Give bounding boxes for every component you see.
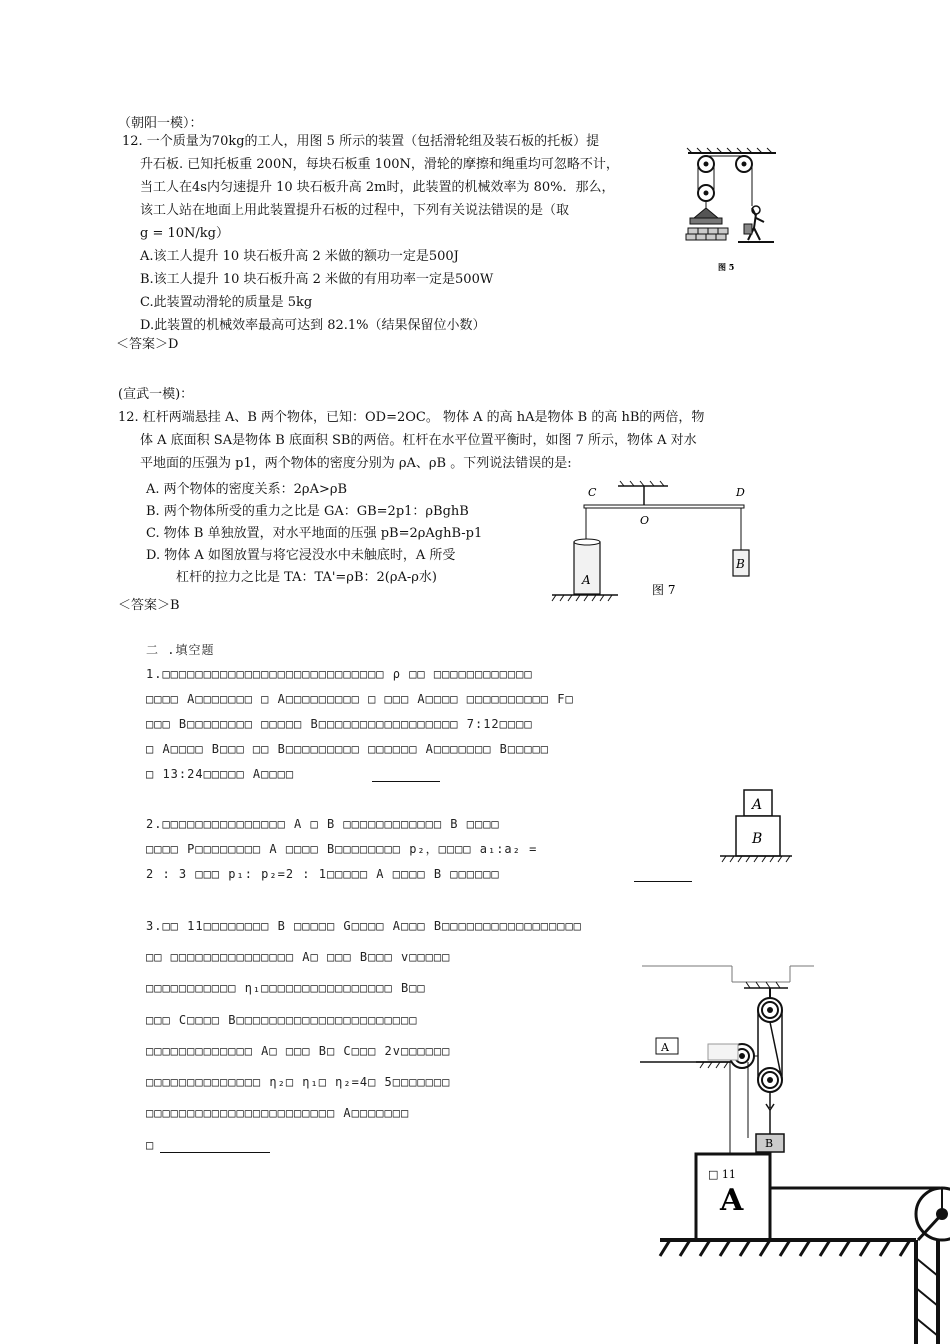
figure-11-pulley-system xyxy=(640,958,950,1344)
answer-blank[interactable] xyxy=(372,766,440,782)
option-d: D. 物体 A 如图放置与将它浸没水中未触底时，A 所受 xyxy=(146,548,456,563)
label-b: B xyxy=(736,557,745,571)
option-c: C. 物体 B 单独放置，对水平地面的压强 pB=2ρAghB-p1 xyxy=(146,526,483,541)
question-text: □□□ B□□□□□□□□ □□□□□ B□□□□□□□□□□□□□□□□□ 7:12□□□□ xyxy=(146,717,533,731)
question-text: □ 13:24□□□□□ A□□□□ xyxy=(146,767,295,781)
label-o: O xyxy=(640,514,650,527)
label-c: C xyxy=(588,486,597,499)
answer-blank[interactable] xyxy=(634,866,692,882)
option-b: B. 两个物体所受的重力之比是 GA：GB=2p1：ρBghB xyxy=(146,504,469,519)
option-c: C.此装置动滑轮的质量是 5kg xyxy=(140,295,313,310)
figure-5-pulley-diagram xyxy=(682,148,782,278)
question-text: 12. 杠杆两端悬挂 A、B 两个物体，已知：OD=2OC。 物体 A 的高 hA是物体 B 的高 hB的两倍，物 xyxy=(118,410,705,425)
question-text: □□□□□□□□□□□ η₁□□□□□□□□□□□□□□□□ B□□ xyxy=(146,981,426,995)
option-d-continued: 杠杆的拉力之比是 TA：TA'=ρB：2(ρA-ρ水) xyxy=(176,570,437,585)
question-text: 2.□□□□□□□□□□□□□□□ A □ B □□□□□□□□□□□□ B □□□□ xyxy=(146,817,500,831)
answer-label: ＜答案＞D xyxy=(116,337,179,352)
question-text: 该工人站在地面上用此装置提升石板的过程中，下列有关说法错误的是（取 xyxy=(140,203,570,218)
label-a: A xyxy=(582,573,591,587)
big-block-a-label: A xyxy=(720,1183,744,1218)
question-text: □□□□□□□□□□□□□□ η₂□ η₁□ η₂=4□ 5□□□□□□□ xyxy=(146,1075,451,1089)
source-label-2: (宣武一模)： xyxy=(118,387,194,402)
question-text: g = 10N/kg） xyxy=(140,226,229,241)
option-a: A. 两个物体的密度关系：2ρA>ρB xyxy=(146,482,348,497)
label-d: D xyxy=(736,486,745,499)
question-text: □□□□□□□□□□□□□□□□□□□□□□□ A□□□□□□□ xyxy=(146,1106,410,1120)
question-text: □□□□ P□□□□□□□□ A □□□□ B□□□□□□□□ p₂，□□□□ a₁:a₂ = xyxy=(146,842,538,856)
figure-7-caption: 图 7 xyxy=(652,583,676,597)
option-a: A.该工人提升 10 块石板升高 2 米做的额功一定是500J xyxy=(140,249,459,264)
figure-7-lever-diagram xyxy=(548,480,768,606)
question-text: □ A□□□□ B□□□ □□ B□□□□□□□□□ □□□□□□ A□□□□□□□ B□□□□□ xyxy=(146,742,550,756)
question-text: 3.□□ 11□□□□□□□□ B □□□□□ G□□□□ A□□□ B□□□□□□□□□□□□□□□□□ xyxy=(146,919,582,933)
question-text: 升石板. 已知托板重 200N，每块石板重 100N，滑轮的摩擦和绳重均可忽略不计， xyxy=(140,157,619,172)
small-block-a-label: A xyxy=(661,1041,669,1054)
question-text: 12. 一个质量为70kg的工人，用图 5 所示的装置（包括滑轮组及装石板的托板）提 xyxy=(122,134,600,149)
figure-11-caption: □ 11 xyxy=(708,1168,736,1181)
question-text: 2 : 3 □□□ p₁: p₂=2 : 1□□□□□ A □□□□ B □□□□□□ xyxy=(146,867,500,881)
question-text: □ xyxy=(146,1138,155,1152)
source-label-1: （朝阳一模）： xyxy=(118,116,203,131)
question-text: 平地面的压强为 p1，两个物体的密度分别为 ρA、ρB 。下列说法错误的是: xyxy=(140,456,572,471)
option-b: B.该工人提升 10 块石板升高 2 米做的有用功率一定是500W xyxy=(140,272,494,287)
block-b-label: B xyxy=(752,831,763,847)
question-text: 体 A 底面积 SA是物体 B 底面积 SB的两倍。杠杆在水平位置平衡时，如图 7 所示，物体 A 对水 xyxy=(140,433,697,448)
question-text: □□□□□□□□□□□□□ A□ □□□ B□ C□□□ 2v□□□□□□ xyxy=(146,1044,451,1058)
answer-blank[interactable] xyxy=(160,1137,270,1153)
option-d: D.此装置的机械效率最高可达到 82.1%（结果保留位小数） xyxy=(140,318,486,333)
block-b-label: B xyxy=(765,1137,774,1150)
question-text: □□□ C□□□□ B□□□□□□□□□□□□□□□□□□□□□□ xyxy=(146,1013,418,1027)
question-text: □□□□ A□□□□□□□ □ A□□□□□□□□□ □ □□□ A□□□□ □□□□□□□□□□ F□ xyxy=(146,692,574,706)
question-text: 1.□□□□□□□□□□□□□□□□□□□□□□□□□□□ ρ □□ □□□□□□□□□□□□ xyxy=(146,667,533,681)
question-text: □□ □□□□□□□□□□□□□□□ A□ □□□ B□□□ v□□□□□ xyxy=(146,950,451,964)
section-heading: 二 .填空题 xyxy=(146,643,215,657)
block-a-label: A xyxy=(752,797,763,813)
question-text: 当工人在4s内匀速提升 10 块石板升高 2m时，此装置的机械效率为 80%．那么， xyxy=(140,180,615,195)
answer-label: ＜答案＞B xyxy=(118,598,180,613)
figure-5-caption: 图 5 xyxy=(718,262,735,272)
stacked-blocks-figure xyxy=(718,788,798,868)
